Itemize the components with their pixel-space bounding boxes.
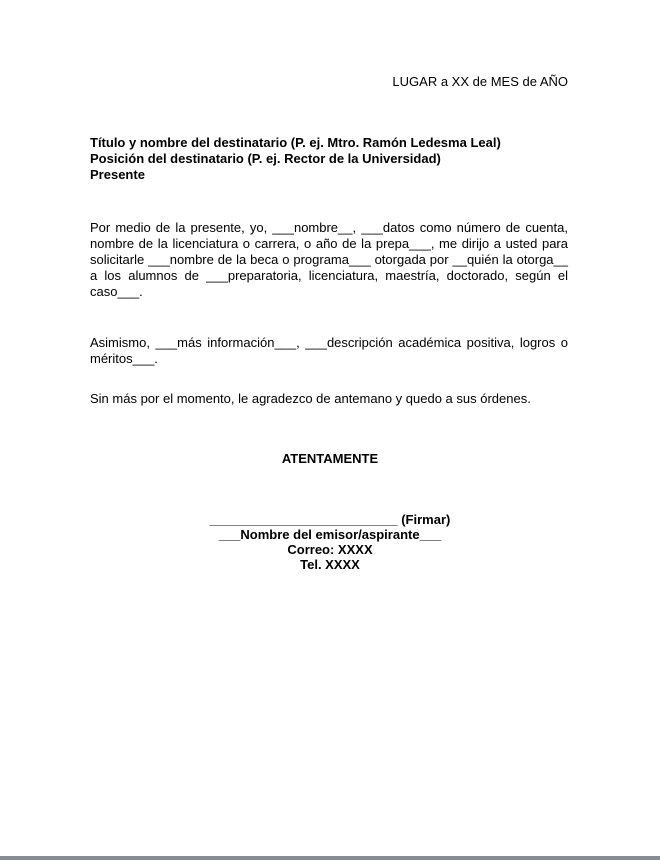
date-line: LUGAR a XX de MES de AÑO [392, 74, 568, 89]
body-paragraph-farewell: Sin más por el momento, le agradezco de antemano y quedo a sus órdenes. [90, 391, 531, 406]
signature-sign-line: __________________________ (Firmar) [209, 512, 451, 527]
signature-block [0, 512, 660, 572]
recipient-salutation-line: Presente [90, 167, 145, 182]
recipient-title-name-line: Título y nombre del destinatario (P. ej. Mtro. Ramón Ledesma Leal) [90, 135, 501, 150]
body-paragraph-request: Por medio de la presente, yo, ___nombre__, ___datos como número de cuenta, nombre de la licenciatura o carrera, o año de la prepa___, me dirijo a usted para solicitarle ___nombre de la beca o programa___ otorgada por __quién la otorga__ a los alumnos de ___preparatoria, licenciatura, maestría, doctorado, según el caso___. [90, 220, 568, 299]
page-edge-bar [0, 856, 660, 860]
recipient-block [90, 135, 568, 183]
recipient-position-line: Posición del destinatario (P. ej. Rector de la Universidad) [90, 151, 441, 166]
closing-atentamente: ATENTAMENTE [281, 451, 379, 466]
signature-phone-line: Tel. XXXX [300, 557, 360, 572]
signature-name-line: ___Nombre del emisor/aspirante___ [218, 527, 442, 542]
signature-email-line: Correo: XXXX [287, 542, 373, 557]
body-paragraph-merits: Asimismo, ___más información___, ___descripción académica positiva, logros o méritos___. [90, 335, 568, 366]
